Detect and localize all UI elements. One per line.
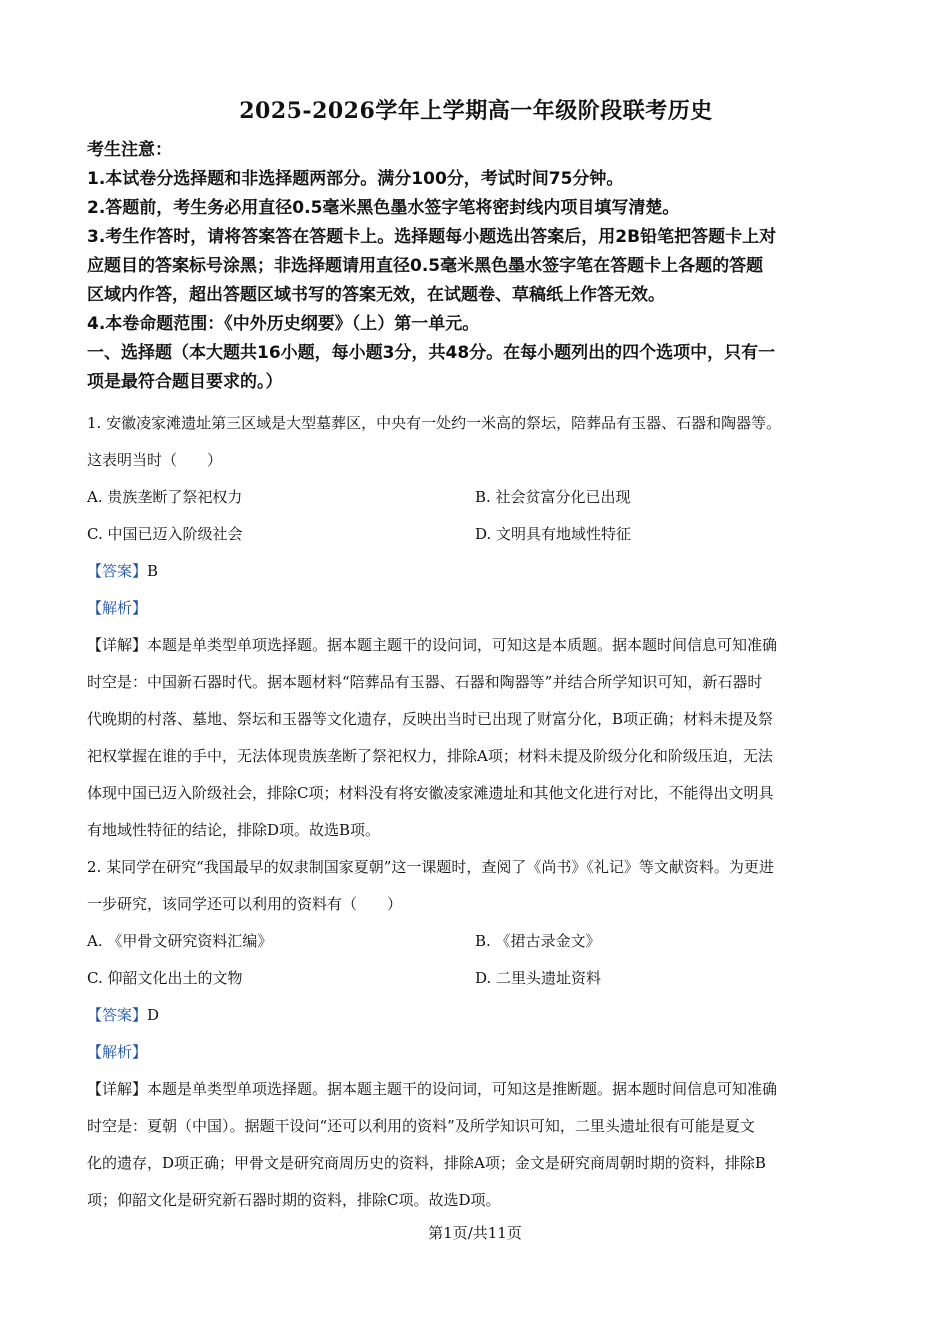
q1-options <box>87 479 865 553</box>
q2-option-d: D. 二里头遗址资料 <box>475 969 602 987</box>
q2-answer <box>87 997 865 1034</box>
q1-option-c: C. 中国已迈入阶级社会 <box>87 525 243 543</box>
q2-options <box>87 923 865 997</box>
q2-option-c: C. 仰韶文化出土的文物 <box>87 969 243 987</box>
notice-line-5: 区域内作答，超出答题区域书写的答案无效，在试题卷、草稿纸上作答无效。 <box>87 285 665 305</box>
notice-block <box>87 136 865 339</box>
q1-answer-label: 【答案】 <box>87 562 148 580</box>
q2-answer-label: 【答案】 <box>87 1006 148 1024</box>
q1-detail-text-1: 本题是单类型单项选择题。据本题主题干的设问词，可知这是本质题。据本题时间信息可知准确 <box>147 636 778 654</box>
q1-detail-line-2: 时空是：中国新石器时代。据本题材料“陪葬品有玉器、石器和陶器等”并结合所学知识可知，新石器时 <box>87 673 763 691</box>
q1-answer-value: B <box>147 562 159 580</box>
notice-line-2: 2.答题前，考生务必用直径0.5毫米黑色墨水签字笔将密封线内项目填写清楚。 <box>87 198 680 218</box>
notice-line-6: 4.本卷命题范围：《中外历史纲要》（上）第一单元。 <box>87 314 480 334</box>
notice-line-1: 1.本试卷分选择题和非选择题两部分。满分100分，考试时间75分钟。 <box>87 169 624 189</box>
q2-option-b: B. 《捃古录金文》 <box>475 932 601 950</box>
q2-stem-line-2: 一步研究，该同学还可以利用的资料有（ ） <box>87 895 403 913</box>
q1-analysis-label: 【解析】 <box>87 599 148 617</box>
q2-answer-value: D <box>147 1006 160 1024</box>
q2-detail-line-3: 化的遗存，D项正确；甲骨文是研究商周历史的资料，排除A项；金文是研究商周朝时期的资料，排除B <box>87 1154 766 1172</box>
q2-detail-label: 【详解】 <box>87 1080 148 1098</box>
notice-heading: 考生注意： <box>87 140 172 160</box>
q1-analysis <box>87 590 865 627</box>
q1-detail-line-5: 体现中国已迈入阶级社会，排除C项；材料没有将安徽凌家滩遗址和其他文化进行对比，不能得出文明具 <box>87 784 774 802</box>
q1-option-a: A. 贵族垄断了祭祀权力 <box>87 488 243 506</box>
q2-detail-line-1 <box>87 1071 865 1108</box>
question-1 <box>87 405 865 849</box>
section-heading-line-1: 一、选择题（本大题共16小题，每小题3分，共48分。在每小题列出的四个选项中，只有一 <box>87 343 776 363</box>
q1-detail-line-4: 祀权掌握在谁的手中，无法体现贵族垄断了祭祀权力，排除A项；材料未提及阶级分化和阶级压迫，无法 <box>87 747 773 765</box>
q2-analysis-label: 【解析】 <box>87 1043 148 1061</box>
q1-detail-line-1 <box>87 627 865 664</box>
q2-detail-line-4: 项；仰韶文化是研究新石器时期的资料，排除C项。故选D项。 <box>87 1191 501 1209</box>
q2-detail-line-2: 时空是：夏朝（中国）。据题干设问“还可以利用的资料”及所学知识可知，二里头遗址很有可能是夏文 <box>87 1117 755 1135</box>
q2-detail-text-1: 本题是单类型单项选择题。据本题主题干的设问词，可知这是推断题。据本题时间信息可知准确 <box>147 1080 778 1098</box>
question-2 <box>87 849 865 1219</box>
q1-stem-line-1: 1. 安徽凌家滩遗址第三区域是大型墓葬区，中央有一处约一米高的祭坛，陪葬品有玉器、石器和陶器等。 <box>87 414 782 432</box>
q1-stem-line-2: 这表明当时（ ） <box>87 451 223 469</box>
q1-detail-line-6: 有地域性特征的结论，排除D项。故选B项。 <box>87 821 381 839</box>
q1-detail-line-3: 代晚期的村落、墓地、祭坛和玉器等文化遗存，反映出当时已出现了财富分化，B项正确；材料未提及祭 <box>87 710 774 728</box>
q1-option-b: B. 社会贫富分化已出现 <box>475 488 631 506</box>
page-footer: 第1页/共11页 <box>428 1224 522 1242</box>
exam-page <box>87 96 865 1219</box>
q2-analysis <box>87 1034 865 1071</box>
q2-stem-line-1: 2. 某同学在研究“我国最早的奴隶制国家夏朝”这一课题时，查阅了《尚书》《礼记》等文献资料。为更进 <box>87 858 774 876</box>
q1-detail-label: 【详解】 <box>87 636 148 654</box>
section-heading <box>87 339 865 397</box>
notice-line-3: 3.考生作答时，请将答案答在答题卡上。选择题每小题选出答案后，用2B铅笔把答题卡上对 <box>87 227 777 247</box>
exam-title: 2025-2026学年上学期高一年级阶段联考历史 <box>239 98 713 124</box>
q2-option-a: A. 《甲骨文研究资料汇编》 <box>87 932 273 950</box>
q1-option-d: D. 文明具有地域性特征 <box>475 525 632 543</box>
notice-line-4: 应题目的答案标号涂黑；非选择题请用直径0.5毫米黑色墨水签字笔在答题卡上各题的答题 <box>87 256 764 276</box>
section-heading-line-2: 项是最符合题目要求的。） <box>87 372 283 392</box>
q1-answer <box>87 553 865 590</box>
